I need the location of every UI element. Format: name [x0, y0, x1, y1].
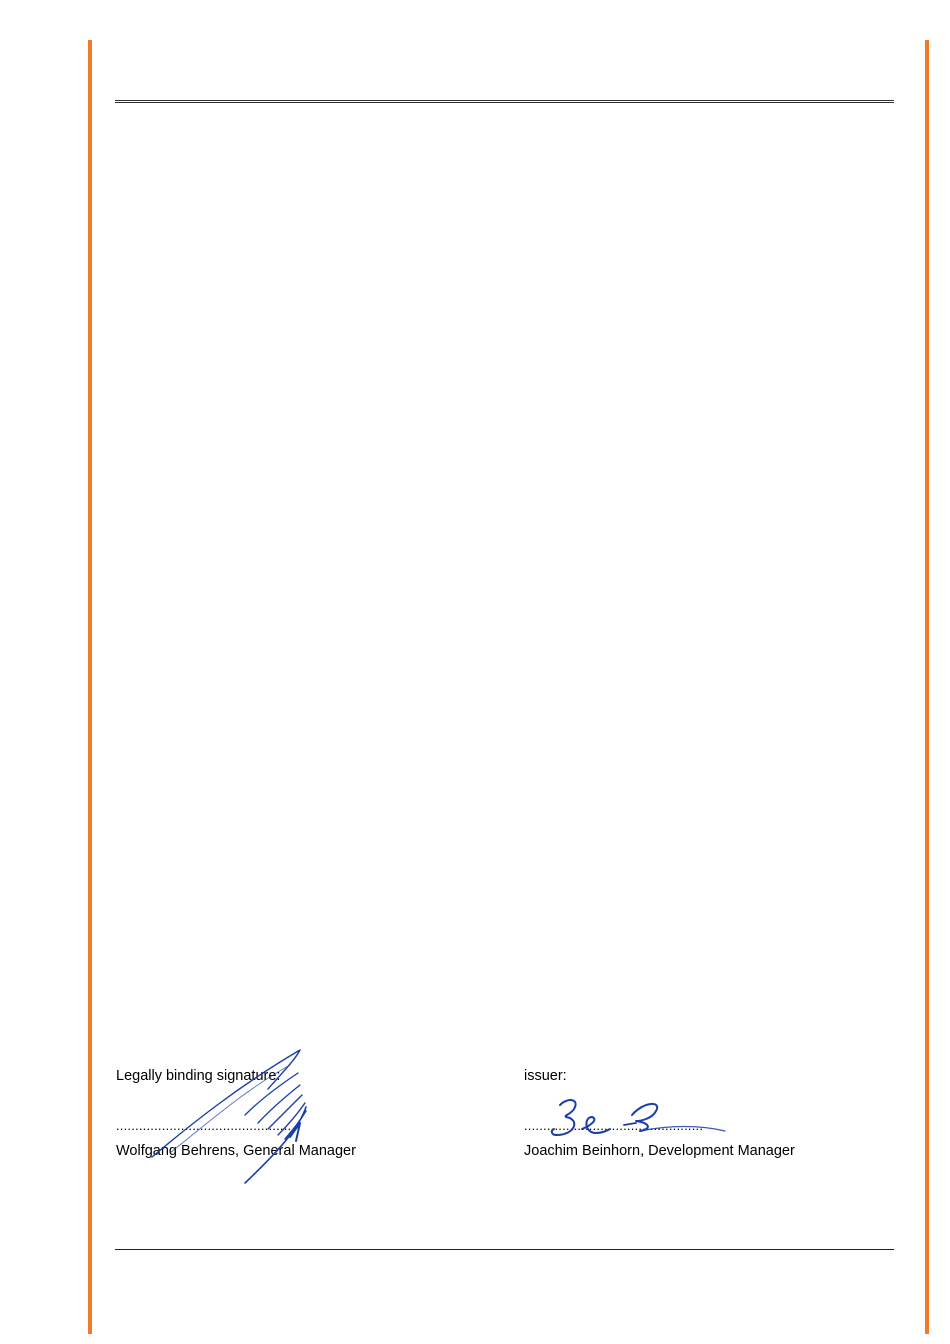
signature-line: ...............................................: [116, 1118, 296, 1133]
signature-label: Legally binding signature:: [116, 1068, 281, 1084]
header-rule: [115, 100, 894, 103]
signatory-name: Wolfgang Behrens, General Manager: [116, 1143, 356, 1159]
issuer-label: issuer:: [524, 1068, 567, 1084]
right-page-border: [925, 40, 929, 1334]
issuer-signature-line: ...............................................: [524, 1118, 704, 1133]
left-signature-block: [116, 1069, 446, 1179]
right-signature-block: [524, 1069, 854, 1179]
footer-rule: [115, 1249, 894, 1250]
issuer-name: Joachim Beinhorn, Development Manager: [524, 1143, 795, 1159]
left-page-border: [88, 40, 92, 1334]
